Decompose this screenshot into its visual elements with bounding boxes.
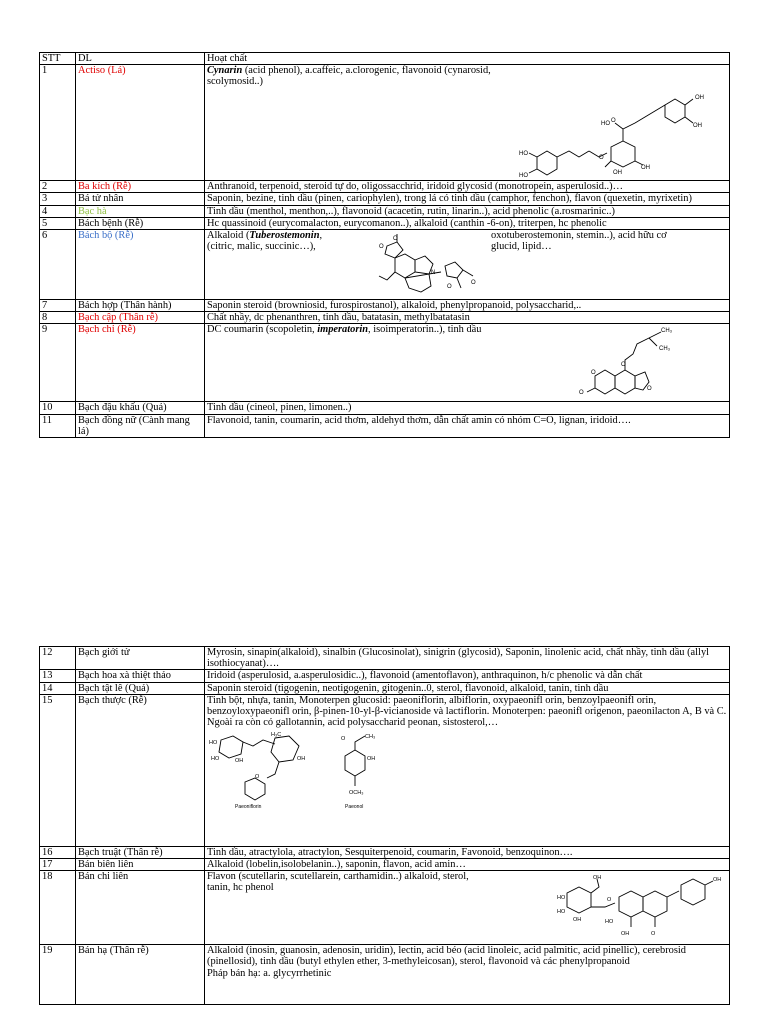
cell-stt: 19 <box>40 945 76 1005</box>
cell-text: Flavon (scutellarin, scutellarein, carthamidin..) alkaloid, sterol, tanin, hc phenol <box>207 871 469 894</box>
cell-dl: Ba kích (Rễ) <box>76 181 205 193</box>
cell-dl: Bạch đậu khấu (Quả) <box>76 402 205 414</box>
cell-stt: 5 <box>40 217 76 229</box>
table-row <box>40 402 730 414</box>
table-row <box>40 647 730 670</box>
table-row <box>40 312 730 324</box>
cell-stt: 9 <box>40 324 76 402</box>
cell-hoat-chat: Saponin steroid (tigogenin, neotigogenin, gitogenin..0, sterol, flavonoid, alkaloid, tanin, tinh dầu <box>205 682 730 694</box>
cell-dl: Actiso (Lá) <box>76 65 205 181</box>
svg-text:O: O <box>255 774 260 781</box>
molecule-label: Paeoniflorin <box>235 804 262 809</box>
svg-text:OH: OH <box>573 917 582 924</box>
svg-text:OH: OH <box>235 758 244 765</box>
cell-stt: 12 <box>40 647 76 670</box>
scutellarin-structure-image <box>557 873 727 943</box>
table-row <box>40 945 730 1005</box>
cell-hoat-chat: Saponin, bezine, tinh dầu (pinen, cariophylen), trong lá có tinh dầu (camphor, fenchon), flavon (quexetin, myrixetin) <box>205 193 730 205</box>
svg-text:N: N <box>431 270 436 277</box>
svg-text:H₃C: H₃C <box>271 732 282 739</box>
svg-text:O: O <box>599 155 604 162</box>
svg-text:HO: HO <box>211 756 220 763</box>
paeonol-structure-image <box>331 732 391 808</box>
svg-text:O: O <box>447 284 452 291</box>
svg-text:O: O <box>607 897 612 904</box>
compound-name-bold: imperatorin <box>317 324 369 336</box>
cell-dl: Bạch hoa xà thiệt thảo <box>76 670 205 682</box>
cell-dl: Bạch cập (Thân rễ) <box>76 312 205 324</box>
cell-stt: 1 <box>40 65 76 181</box>
table-row <box>40 682 730 694</box>
table-row <box>40 230 730 300</box>
svg-text:OCH₃: OCH₃ <box>349 790 364 797</box>
svg-text:O: O <box>393 236 398 243</box>
table-row <box>40 324 730 402</box>
cell-hoat-chat: Iridoid (asperulosid, a.asperulosidic..), flavonoid (amentoflavon), anthraquinon, h/c phenolic và dẫn chất <box>205 670 730 682</box>
cell-hoat-chat <box>205 324 730 402</box>
cell-text: glucid, lipid… <box>491 241 552 253</box>
cell-hoat-chat: Tinh dầu (menthol, menthon,..), flavonoid (acacetin, rutin, linarin..), acid phenolic (a.rosmarinic..) <box>205 205 730 217</box>
cell-dl: Bạc hà <box>76 205 205 217</box>
cell-text: DC coumarin (scopoletin, <box>207 324 318 336</box>
cell-stt: 16 <box>40 846 76 858</box>
cell-dl: Bạch truật (Thân rễ) <box>76 846 205 858</box>
cell-stt: 11 <box>40 414 76 437</box>
table-row <box>40 217 730 229</box>
cell-hoat-chat: Flavonoid, tanin, coumarin, acid thơm, aldehyd thơm, dẫn chất amin có nhóm C=O, lignan, iridoid…. <box>205 414 730 437</box>
cell-text: , <box>319 230 323 242</box>
svg-text:CH₃: CH₃ <box>659 346 671 353</box>
cell-stt: 2 <box>40 181 76 193</box>
table-header-row <box>40 53 730 65</box>
cell-hoat-chat <box>205 694 730 846</box>
cell-hoat-chat: Chất nhầy, dc phenanthren, tinh dầu, batatasin, methylbatatasin <box>205 312 730 324</box>
cynarin-structure-image <box>517 77 707 181</box>
cell-dl: Bán chi liên <box>76 871 205 945</box>
table-row <box>40 300 730 312</box>
svg-text:OH: OH <box>367 756 376 763</box>
cell-text: oxotuberostemonin, stemin..), acid hữu cơ <box>491 230 667 242</box>
svg-text:CH₃: CH₃ <box>661 328 673 335</box>
cell-stt: 8 <box>40 312 76 324</box>
cell-hoat-chat <box>205 65 730 181</box>
svg-text:O: O <box>591 370 596 377</box>
table-row <box>40 871 730 945</box>
cell-stt: 10 <box>40 402 76 414</box>
table-row <box>40 846 730 858</box>
svg-text:O: O <box>341 736 346 743</box>
cell-stt: 13 <box>40 670 76 682</box>
svg-text:HO: HO <box>519 151 528 158</box>
cell-text: (acid phenol), a.caffeic, a.clorogenic, flavonoid (cynarosid, scolymosid..) <box>207 65 491 88</box>
cell-dl: Bách bệnh (Rễ) <box>76 217 205 229</box>
cell-stt: 7 <box>40 300 76 312</box>
svg-text:O: O <box>647 386 652 393</box>
svg-text:OH: OH <box>593 875 602 882</box>
compound-name-bold: Tuberostemonin <box>249 230 320 242</box>
svg-text:O: O <box>579 390 584 397</box>
cell-dl: Bách hợp (Thân hành) <box>76 300 205 312</box>
cell-dl: Bạch chỉ (Rễ) <box>76 324 205 402</box>
svg-text:OH: OH <box>613 170 622 177</box>
cell-text: Tinh bột, nhựa, tanin, Monoterpen glucosid: paeoniflorin, albiflorin, oxypaeonifl orin, benzoylpaeonifl orin, benzoyloxypaeonifl orin, β-pinen-10-yl-β-vicianoside và lactiflorin. Monoterpen: paeonifl origenon, paeonilacton A, B và C. Ngoài ra còn có gallotannin, acid polysaccharid peonan, sistosterol,… <box>207 694 727 729</box>
svg-text:OH: OH <box>641 165 650 172</box>
cell-dl: Bạch thược (Rễ) <box>76 694 205 846</box>
table-row <box>40 205 730 217</box>
table-row <box>40 694 730 846</box>
svg-text:OH: OH <box>695 95 704 102</box>
svg-text:OH: OH <box>713 877 722 884</box>
cell-dl: Bạch giới tử <box>76 647 205 670</box>
svg-text:HO: HO <box>557 895 566 902</box>
svg-text:OH: OH <box>621 931 630 938</box>
compound-name-bold: Cynarin <box>207 65 243 77</box>
cell-hoat-chat <box>205 945 730 1005</box>
table-row <box>40 65 730 181</box>
cell-stt: 6 <box>40 230 76 300</box>
svg-text:HO: HO <box>605 919 614 926</box>
table-2 <box>39 646 730 1005</box>
svg-text:O: O <box>471 280 476 287</box>
svg-text:O: O <box>651 931 656 938</box>
paeoniflorin-structure-image <box>209 732 319 808</box>
svg-text:OH: OH <box>297 756 306 763</box>
table-row <box>40 414 730 437</box>
cell-stt: 18 <box>40 871 76 945</box>
svg-text:O: O <box>621 362 626 369</box>
cell-text: Alkaloid (inosin, guanosin, adenosin, uridin), lectin, acid béo (acid linoleic, acid palmitic, acid pinellic), cerebrosid (pinellosid), tinh dầu (butyl ethylen ether, 3-methyleicosan), sterol, flavonoid và các phenylpropanoid <box>207 945 686 968</box>
svg-text:HO: HO <box>557 909 566 916</box>
table-row <box>40 181 730 193</box>
cell-text: , isoimperatorin..), tinh dầu <box>368 324 482 336</box>
header-dl: DL <box>76 53 205 65</box>
cell-stt: 17 <box>40 859 76 871</box>
header-stt: STT <box>40 53 76 65</box>
table-row <box>40 670 730 682</box>
table-row <box>40 193 730 205</box>
cell-dl: Bạch tật lê (Quả) <box>76 682 205 694</box>
table-row <box>40 859 730 871</box>
table-1 <box>39 52 730 438</box>
cell-hoat-chat <box>205 871 730 945</box>
cell-hoat-chat: Tinh dầu (cineol, pinen, limonen..) <box>205 402 730 414</box>
svg-text:O: O <box>379 244 384 251</box>
svg-text:HO: HO <box>209 740 218 747</box>
cell-hoat-chat: Alkaloid (lobelin,isolobelanin..), saponin, flavon, acid amin… <box>205 859 730 871</box>
cell-dl: Bách bộ (Rễ) <box>76 230 205 300</box>
cell-hoat-chat: Myrosin, sinapin(alkaloid), sinalbin (Glucosinolat), sinigrin (glycosid), Saponin, linolenic acid, chất nhầy, tinh dầu (allyl isothiocyanat)…. <box>205 647 730 670</box>
cell-hoat-chat: Tinh dầu, atractylola, atractylon, Sesquiterpenoid, coumarin, Favonoid, benzoquinon…. <box>205 846 730 858</box>
cell-stt: 4 <box>40 205 76 217</box>
cell-stt: 14 <box>40 682 76 694</box>
cell-hoat-chat <box>205 230 730 300</box>
cell-stt: 3 <box>40 193 76 205</box>
svg-text:HO: HO <box>601 121 610 128</box>
cell-text: Pháp bán hạ: a. glycyrrhetinic <box>207 967 332 979</box>
cell-dl: Bán hạ (Thân rễ) <box>76 945 205 1005</box>
cell-stt: 15 <box>40 694 76 846</box>
svg-text:OH: OH <box>693 123 702 130</box>
header-hoat-chat: Hoạt chất <box>205 53 730 65</box>
cell-text: Alkaloid ( <box>207 230 250 242</box>
cell-hoat-chat: Saponin steroid (browniosid, furospirostanol), alkaloid, phenylpropanoid, polysaccharid,.. <box>205 300 730 312</box>
svg-text:CH₃: CH₃ <box>365 734 376 741</box>
imperatorin-structure-image <box>577 324 697 400</box>
svg-text:HO: HO <box>519 173 528 180</box>
tuberostemonin-structure-image <box>365 232 485 298</box>
cell-text: (citric, malic, succinic…), <box>207 241 316 253</box>
cell-hoat-chat: Hc quassinoid (eurycomalacton, eurycomanon..), alkaloid (canthin -6-on), triterpen, hc phenolic <box>205 217 730 229</box>
molecule-label: Paeonol <box>345 804 364 809</box>
cell-dl: Bá tử nhân <box>76 193 205 205</box>
cell-dl: Bán biên liên <box>76 859 205 871</box>
svg-text:O: O <box>611 118 616 125</box>
cell-hoat-chat: Anthranoid, terpenoid, steroid tự do, oligossacchrid, iridoid glycosid (monotropein, asperulosid..)… <box>205 181 730 193</box>
cell-dl: Bạch đồng nữ (Cành mang lá) <box>76 414 205 437</box>
